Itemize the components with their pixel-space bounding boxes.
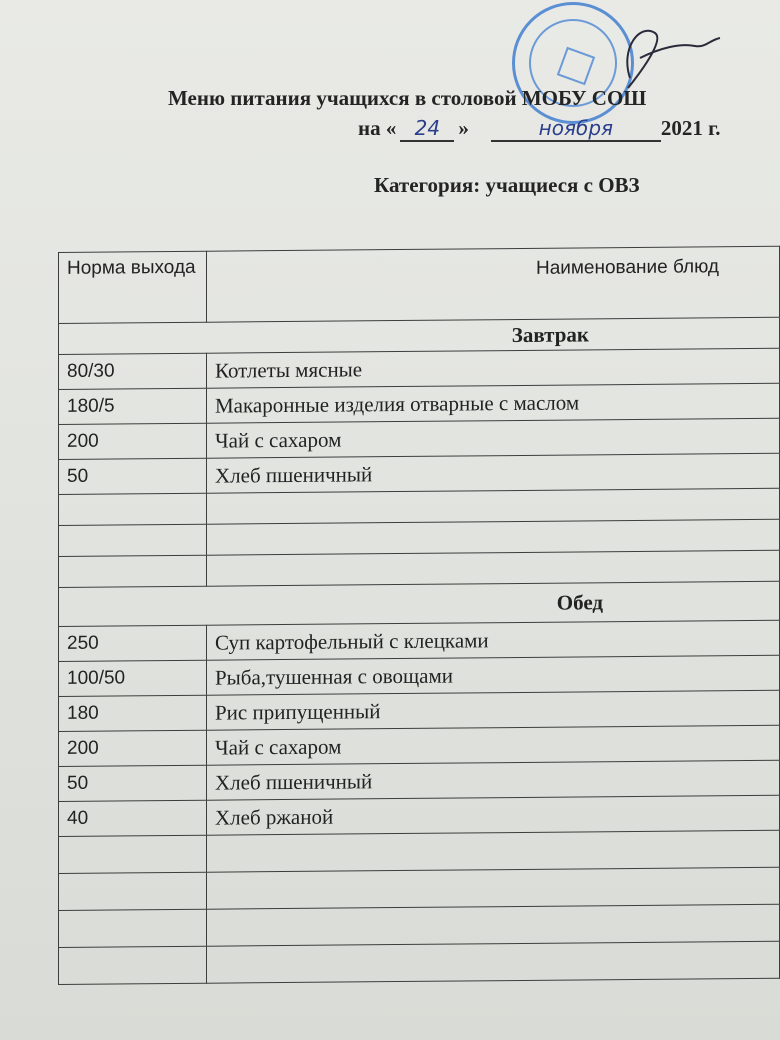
table-header-row (59, 246, 780, 323)
col-name-header: Наименование блюд (207, 246, 780, 322)
norm-cell: 50 (59, 458, 207, 494)
menu-table (58, 246, 780, 985)
empty-cell (207, 519, 780, 555)
empty-cell (59, 493, 207, 525)
empty-cell (59, 524, 207, 556)
empty-row (59, 904, 780, 947)
norm-cell: 180/5 (59, 388, 207, 424)
empty-cell (59, 835, 207, 873)
norm-cell: 100/50 (59, 660, 207, 696)
dish-cell: Хлеб пшеничный (207, 453, 780, 493)
empty-cell (207, 904, 780, 946)
date-day: 24 (400, 116, 454, 142)
empty-cell (207, 941, 780, 983)
norm-cell: 180 (59, 695, 207, 731)
date-month: ноября (491, 116, 661, 142)
dish-cell: Чай с сахаром (207, 418, 780, 458)
empty-cell (207, 550, 780, 586)
empty-cell (59, 946, 207, 984)
dish-cell: Суп картофельный с клецками (207, 620, 780, 660)
section-row-lunch (59, 581, 780, 626)
norm-cell: 200 (59, 730, 207, 766)
section-title-breakfast: Завтрак (59, 317, 780, 354)
empty-cell (59, 909, 207, 947)
norm-cell: 40 (59, 800, 207, 836)
norm-cell: 200 (59, 423, 207, 459)
stamp-emblem (557, 47, 595, 85)
category-label: Категория: учащиеся с ОВЗ (374, 173, 640, 197)
empty-cell (207, 830, 780, 872)
date-mid: » (458, 116, 469, 140)
empty-cell (59, 555, 207, 587)
col-norm-header: Норма выхода (59, 251, 207, 323)
menu-date (358, 116, 721, 142)
dish-cell: Хлеб пшеничный (207, 760, 780, 800)
dish-cell: Макаронные изделия отварные с маслом (207, 383, 780, 423)
page-title: Меню питания учащихся в столовой МОБУ СОШ (168, 86, 647, 110)
norm-cell: 250 (59, 625, 207, 661)
empty-row (59, 830, 780, 873)
empty-cell (207, 488, 780, 524)
dish-cell: Рис припущенный (207, 690, 780, 730)
dish-cell: Котлеты мясные (207, 348, 780, 388)
empty-row (59, 941, 780, 984)
dish-cell: Чай с сахаром (207, 725, 780, 765)
section-title-lunch: Обед (59, 581, 780, 626)
empty-row (59, 867, 780, 910)
norm-cell: 50 (59, 765, 207, 801)
date-prefix: на « (358, 116, 397, 140)
date-year: 2021 г. (660, 116, 721, 140)
dish-cell: Рыба,тушенная с овощами (207, 655, 780, 695)
norm-cell: 80/30 (59, 353, 207, 389)
empty-cell (207, 867, 780, 909)
dish-cell: Хлеб ржаной (207, 795, 780, 835)
empty-cell (59, 872, 207, 910)
